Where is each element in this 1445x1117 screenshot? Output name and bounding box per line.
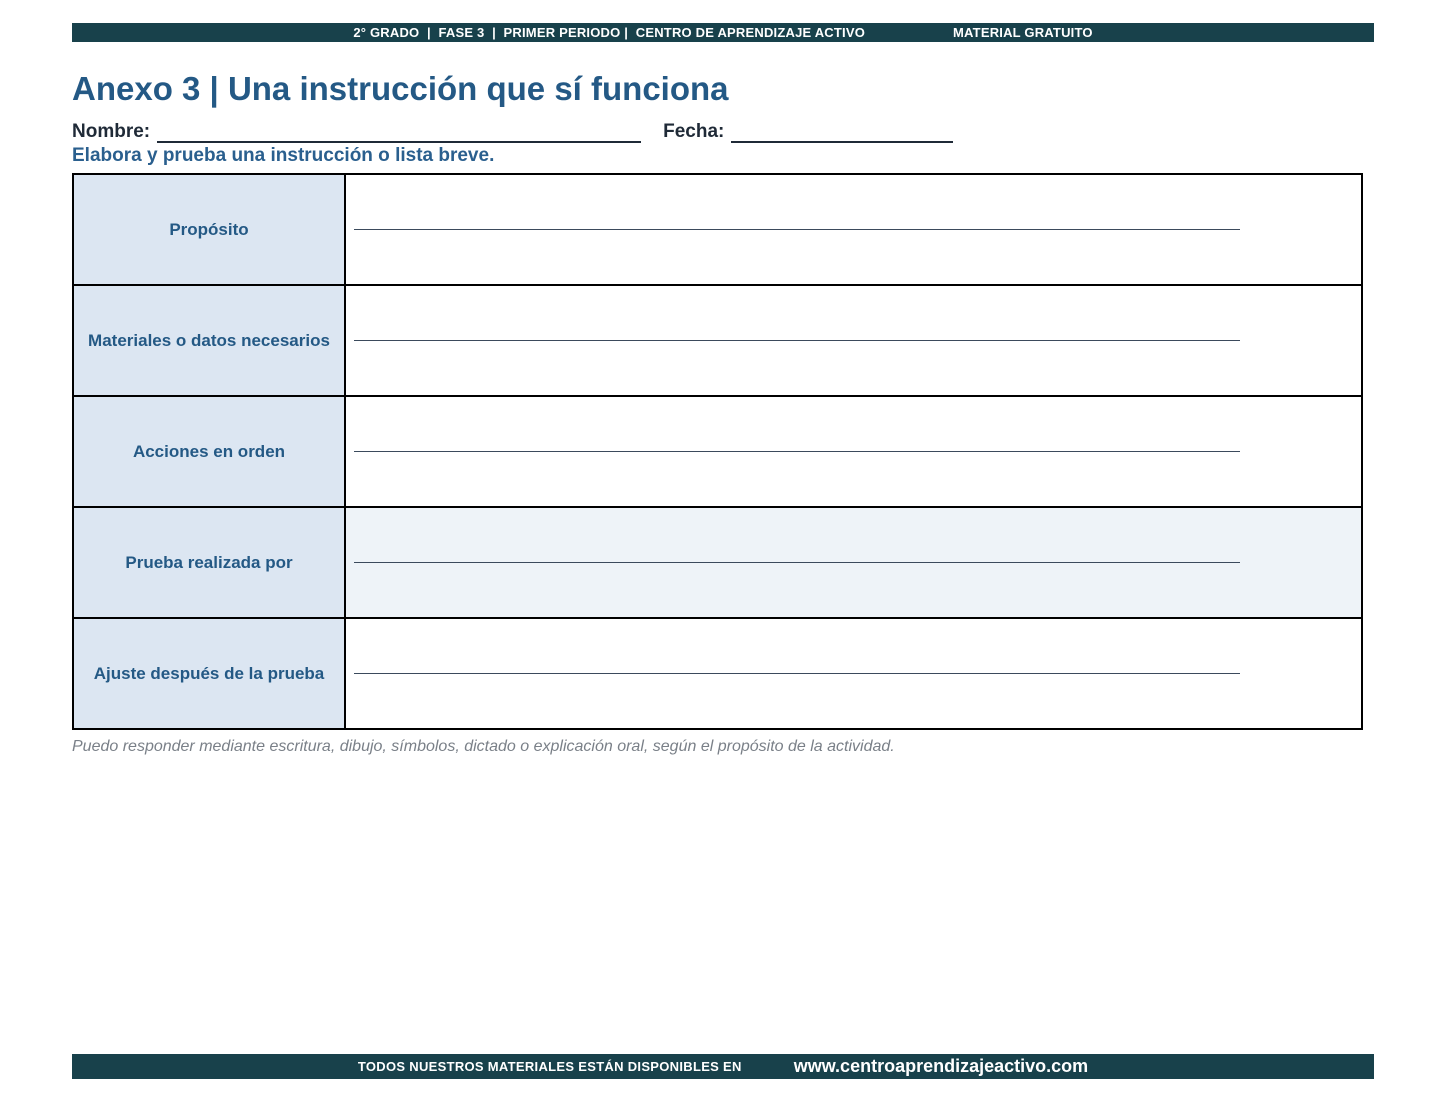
table-row bbox=[74, 286, 1361, 397]
header-period: PRIMER PERIODO bbox=[503, 25, 621, 40]
header-phase: FASE 3 bbox=[438, 25, 485, 40]
header-separator: | bbox=[492, 25, 496, 40]
name-field[interactable] bbox=[157, 123, 641, 143]
name-date-row bbox=[72, 117, 953, 143]
writing-line bbox=[354, 451, 1240, 452]
table-row bbox=[74, 175, 1361, 286]
answer-cell-ajuste[interactable] bbox=[346, 619, 1361, 728]
header-bar bbox=[72, 23, 1374, 42]
footer-bar bbox=[72, 1054, 1374, 1079]
row-label-proposito: Propósito bbox=[74, 175, 346, 284]
date-label: Fecha: bbox=[663, 121, 725, 142]
row-label-acciones: Acciones en orden bbox=[74, 397, 346, 506]
answer-cell-proposito[interactable] bbox=[346, 175, 1361, 284]
footer-url-link[interactable]: www.centroaprendizajeactivo.com bbox=[793, 1056, 1089, 1076]
header-center: CENTRO DE APRENDIZAJE ACTIVO bbox=[635, 25, 866, 40]
footer-label: TODOS NUESTROS MATERIALES ESTÁN DISPONIBLES EN bbox=[357, 1059, 742, 1074]
header-grade: 2° GRADO bbox=[353, 25, 420, 40]
header-free-label: MATERIAL GRATUITO bbox=[953, 25, 1093, 40]
instruction-text: Elabora y prueba una instrucción o lista breve. bbox=[72, 145, 495, 166]
table-row bbox=[74, 397, 1361, 508]
row-label-prueba: Prueba realizada por bbox=[74, 508, 346, 617]
answer-cell-materiales[interactable] bbox=[346, 286, 1361, 395]
answer-cell-acciones[interactable] bbox=[346, 397, 1361, 506]
table-row bbox=[74, 508, 1361, 619]
date-field[interactable] bbox=[731, 123, 953, 143]
worksheet-table bbox=[72, 173, 1363, 730]
answer-cell-prueba[interactable] bbox=[346, 508, 1361, 617]
page-title: Anexo 3 | Una instrucción que sí funciona bbox=[72, 70, 729, 107]
name-label: Nombre: bbox=[72, 121, 151, 142]
header-separator: | bbox=[426, 25, 431, 40]
header-separator: | bbox=[624, 25, 629, 40]
row-label-materiales: Materiales o datos necesarios bbox=[74, 286, 346, 395]
writing-line bbox=[354, 229, 1240, 230]
row-label-ajuste: Ajuste después de la prueba bbox=[74, 619, 346, 728]
footnote: Puedo responder mediante escritura, dibujo, símbolos, dictado o explicación oral, según el propósito de la actividad. bbox=[72, 738, 895, 755]
table-row bbox=[74, 619, 1361, 728]
writing-line bbox=[354, 562, 1240, 563]
writing-line bbox=[354, 340, 1240, 341]
writing-line bbox=[354, 673, 1240, 674]
